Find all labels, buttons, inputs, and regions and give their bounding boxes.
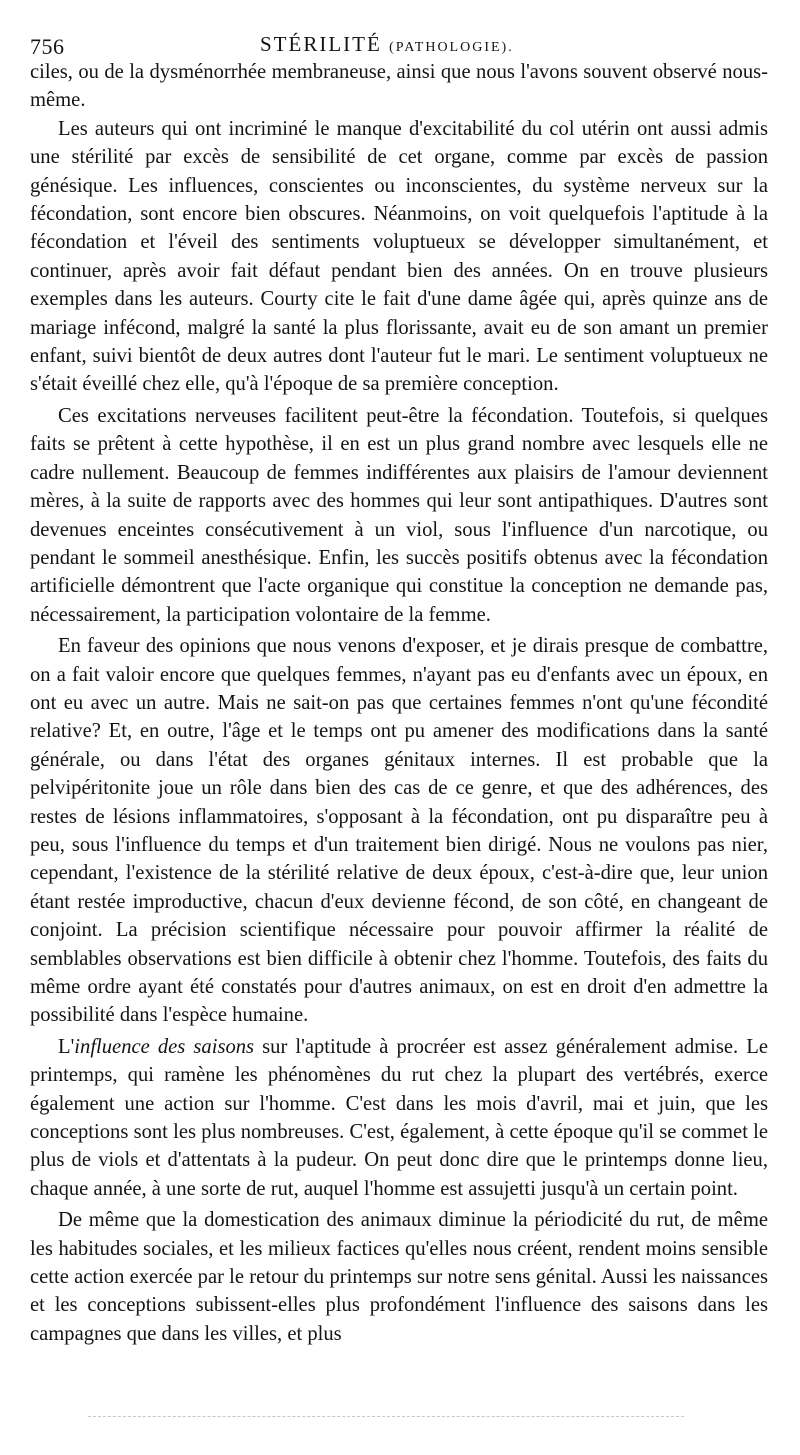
bottom-bleed-through-line [88,1416,684,1417]
paragraph-5-lead: L' [58,1035,75,1058]
body-text [30,58,768,1348]
paragraph-3: Ces excitations nerveuses facilitent peut-être la fécondation. Toutefois, si quelques faits se prêtent à cette hypothèse, il en est un plus grand nombre avec lesquels elle ne cadre nullement. Beaucoup de femmes indifférentes aux plaisirs de l'amour deviennent mères, à la suite de rapports avec des hommes qui leur sont antipathiques. D'autres sont devenues enceintes consécutivement à un viol, sous l'influence d'un narcotique, ou pendant le sommeil anesthésique. Enfin, les succès positifs obtenus avec la fécondation artificielle démontrent que l'acte organique qui constitue la conception ne demande pas, nécessairement, la participation volontaire de la femme. [30,404,768,626]
paragraph-2: Les auteurs qui ont incriminé le manque d'excitabilité du col utérin ont aussi admis une stérilité par excès de sensibilité de cet organe, comme par excès de passion génésique. Les influences, conscientes ou inconscientes, du système nerveux sur la fécondation, sont encore bien obscures. Néanmoins, on voit quelquefois l'aptitude à la fécondation et l'éveil des sentiments voluptueux se développer simultanément, et continuer, après avoir fait défaut pendant bien des années. On en trouve plusieurs exemples dans les auteurs. Courty cite le fait d'une dame âgée qui, après quinze ans de mariage infécond, malgré la santé la plus florissante, avait eu de son amant un premier enfant, suivi bientôt de deux autres dont l'auteur fut le mari. Le sentiment voluptueux ne s'était éveillé chez elle, qu'à l'époque de sa première conception. [30,117,768,396]
paragraph-5-italic-term: influence des saisons [74,1035,255,1058]
paragraph-5-rest: sur l'aptitude à procréer est assez généralement admise. Le printemps, qui ramène les phénomènes du rut chez la plupart des vertébrés, exerce également une action sur l'homme. C'est dans les mois d'avril, mai et juin, que les conceptions sont les plus nombreuses. C'est, également, à cette époque qu'il se commet le plus de viols et d'attentats à la pudeur. On peut donc dire que le printemps donne lieu, chaque année, à une sorte de rut, auquel l'homme est assujetti jusqu'à un certain point. [30,1035,768,1200]
paragraph-5 [30,1033,768,1203]
paragraph-6: De même que la domestication des animaux diminue la périodicité du rut, de même les habitudes sociales, et les milieux factices qu'elles nous créent, rendent moins sensible cette action exercée par le retour du printemps sur notre sens génital. Aussi les naissances et les conceptions subissent-elles plus profondément l'influence des saisons dans les campagnes que dans les villes, et plus [30,1209,768,1345]
page-number: 756 [30,34,65,59]
running-head-title: STÉRILITÉ [260,32,382,56]
paragraph-1: ciles, ou de la dysménorrhée membraneuse, ainsi que nous l'avons souvent observé nous-même. [30,61,768,112]
running-head-subtitle: (PATHOLOGIE). [389,40,514,55]
running-head [260,32,514,57]
paragraph-4: En faveur des opinions que nous venons d'exposer, et je dirais presque de combattre, on a fait valoir encore que quelques femmes, n'ayant pas eu d'enfants avec un époux, en ont eu avec un autre. Mais ne sait-on pas que certaines femmes n'ont qu'une fécondité relative? Et, en outre, l'âge et le temps ont pu amener des modifications dans la santé générale, ou dans l'état des organes génitaux internes. Il est probable que la pelvipéritonite joue un rôle dans bien des cas de ce genre, et que des adhérences, des restes de lésions inflammatoires, s'opposant à la fécondation, ont pu disparaître peu à peu, sous l'influence du temps et d'un traitement bien dirigé. Nous ne voulons pas nier, cependant, l'existence de la stérilité relative de deux époux, c'est-à-dire que, leur union étant restée improductive, chacun d'eux devienne fécond, de son côté, en changeant de conjoint. La précision scientifique nécessaire pour pouvoir affirmer la réalité de semblables observations est bien difficile à obtenir chez l'homme. Toutefois, des faits du même ordre ayant été constatés pour d'autres animaux, on est en droit d'en admettre la possibilité dans l'espèce humaine. [30,635,768,1027]
